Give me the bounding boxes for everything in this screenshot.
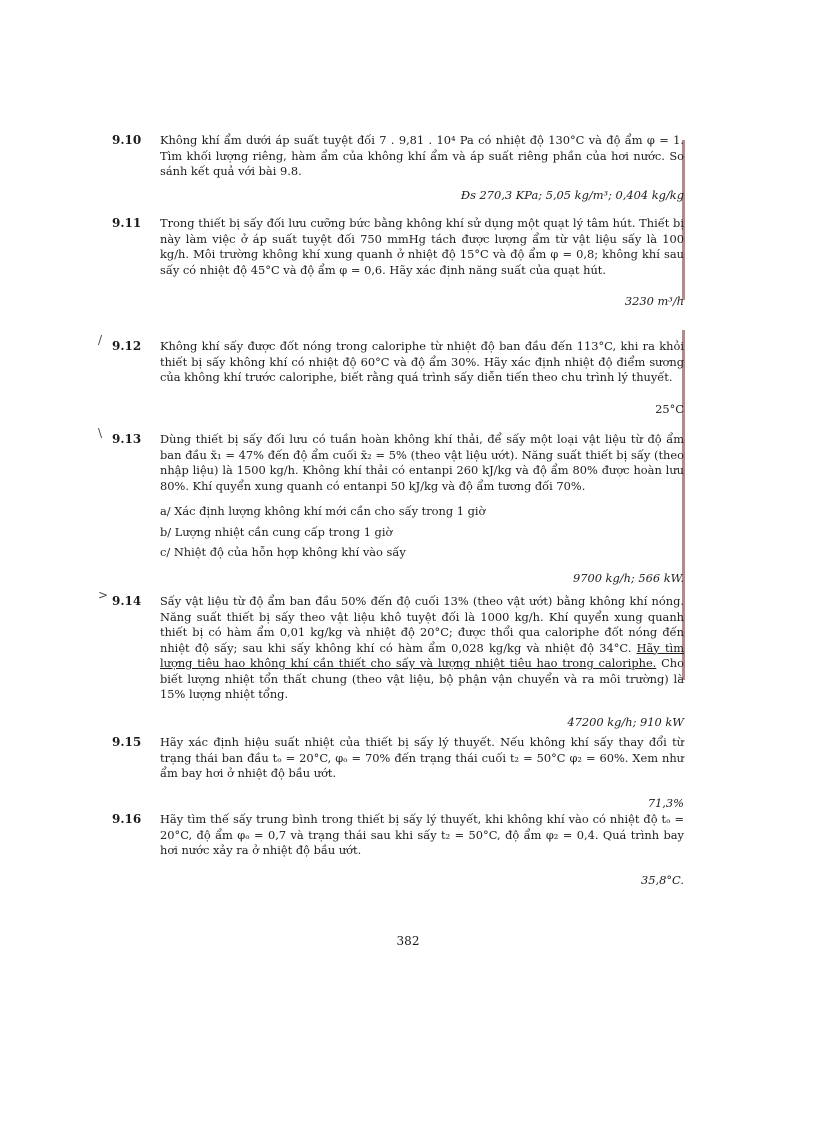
problem-9-10 xyxy=(112,133,684,203)
handwritten-mark: > xyxy=(98,588,109,602)
sub-question-c: c/ Nhiệt độ của hỗn hợp không khí vào sấy xyxy=(160,545,406,559)
problem-answer: 9700 kg/h; 566 kW. xyxy=(572,570,684,585)
page-number: 382 xyxy=(396,934,420,948)
problem-9-11 xyxy=(112,216,684,309)
problem-number: 9.16 xyxy=(112,812,142,826)
problem-text: Dùng thiết bị sấy đối lưu có tuần hoàn không khí thải, để sấy một loại vật liệu từ độ ẩm ban đầu x̄₁ = 47% đến độ ẩm cuối x̄₂ = 5% (theo vật liệu ướt). Năng suất thiết bị sấy (theo nhập liệu) là 1500 kg/h. Không khí thải có entanpi 260 kJ/kg và độ ẩm 80% được hoàn lưu 80%. Khí quyển xung quanh có entanpi 50 kJ/kg và độ ẩm tương đối 70%. xyxy=(160,432,684,493)
problem-text: Hãy xác định hiệu suất nhiệt của thiết bị sấy lý thuyết. Nếu không khí sấy thay đổi từ trạng thái ban đầu tₒ = 20°C, φₒ = 70% đến trạng thái cuối t₂ = 50°C φ₂ = 60%. Xem như ẩm bay hơi ở nhiệt độ bầu ướt. xyxy=(160,735,684,780)
sub-question-a: a/ Xác định lượng không khí mới cần cho sấy trong 1 giờ xyxy=(160,504,486,518)
problem-9-12 xyxy=(98,333,684,417)
problem-answer: 47200 kg/h; 910 kW xyxy=(567,714,684,729)
problem-text: Sấy vật liệu từ độ ẩm ban đầu 50% đến độ cuối 13% (theo vật ướt) bằng không khí nóng. Năng suất thiết bị sấy theo vật liệu khô tuyệt đối là 1000 kg/h. Khí quyển xung quanh thiết bị có hàm ẩm 0,01 kg/kg và nhiệt độ 20°C; được thổi qua caloriphe đốt nóng đến nhiệt độ sấy; sau khi sấy không khí có hàm ẩm 0,028 kg/kg và nhiệt độ 34°C. Hãy tìm lượng tiêu hao không khí cần thiết cho sấy và lượng nhiệt tiêu hao trong caloriphe. Cho biết lượng nhiệt tổn thất chung (theo vật liệu, bộ phận vận chuyển và ra môi trường) là 15% lượng nhiệt tổng. xyxy=(160,594,684,701)
problem-text: Không khí ẩm dưới áp suất tuyệt đối 7 . 9,81 . 10⁴ Pa có nhiệt độ 130°C và độ ẩm φ = 1. Tìm khối lượng riêng, hàm ẩm của không khí ẩm và áp suất riêng phần của hơi nước. So sánh kết quả với bài 9.8. xyxy=(160,133,684,178)
problem-9-13 xyxy=(98,426,684,586)
problem-answer: 25°C xyxy=(655,401,684,416)
problem-answer: Đs 270,3 KPa; 5,05 kg/m³; 0,404 kg/kg xyxy=(460,187,684,202)
problem-answer: 71,3% xyxy=(647,795,684,810)
underlined-text: Hãy tìm lượng tiêu hao không khí cần thiết cho sấy và lượng nhiệt tiêu hao trong caloriphe. xyxy=(160,640,684,670)
sub-question-b: b/ Lượng nhiệt cần cung cấp trong 1 giờ xyxy=(160,524,393,539)
problem-answer: 35,8°C. xyxy=(641,872,684,887)
problem-number: 9.11 xyxy=(112,216,142,230)
handwritten-mark: / xyxy=(98,333,103,347)
problem-number: 9.10 xyxy=(112,133,142,147)
handwritten-mark: \ xyxy=(98,426,103,440)
problem-number: \ 9.13 xyxy=(98,426,142,446)
problem-number: > 9.14 xyxy=(98,588,142,608)
problem-number: / 9.12 xyxy=(98,333,142,353)
problem-9-15 xyxy=(112,735,684,811)
problem-text: Hãy tìm thế sấy trung bình trong thiết bị sấy lý thuyết, khi không khí vào có nhiệt độ tₒ = 20°C, độ ẩm φₒ = 0,7 và trạng thái sau khi sấy t₂ = 50°C, độ ẩm φ₂ = 0,4. Quá trình bay hơi nước xảy ra ở nhiệt độ bầu ướt. xyxy=(160,812,684,857)
problem-9-14 xyxy=(98,588,684,730)
problem-9-16 xyxy=(112,812,684,888)
problem-text: Không khí sấy được đốt nóng trong caloriphe từ nhiệt độ ban đầu đến 113°C, khi ra khỏi thiết bị sấy không khí có nhiệt độ 60°C và độ ẩm 30%. Hãy xác định nhiệt độ điểm sương của không khí trước caloriphe, biết rằng quá trình sấy diễn tiến theo chu trình lý thuyết. xyxy=(160,339,684,384)
problem-answer: 3230 m³/h xyxy=(624,294,684,308)
problem-number: 9.15 xyxy=(112,735,142,749)
problem-text: Trong thiết bị sấy đối lưu cưỡng bức bằng không khí sử dụng một quạt lý tâm hút. Thiết bị này làm việc ở áp suất tuyệt đối 750 mmHg tách được lượng ẩm từ vật liệu sấy là 100 kg/h. Môi trường không khí xung quanh ở nhiệt độ 15°C và độ ẩm φ = 0,8; không khí sau sấy có nhiệt độ 45°C và độ ẩm φ = 0,6. Hãy xác định năng suất của quạt hút. xyxy=(160,216,684,277)
